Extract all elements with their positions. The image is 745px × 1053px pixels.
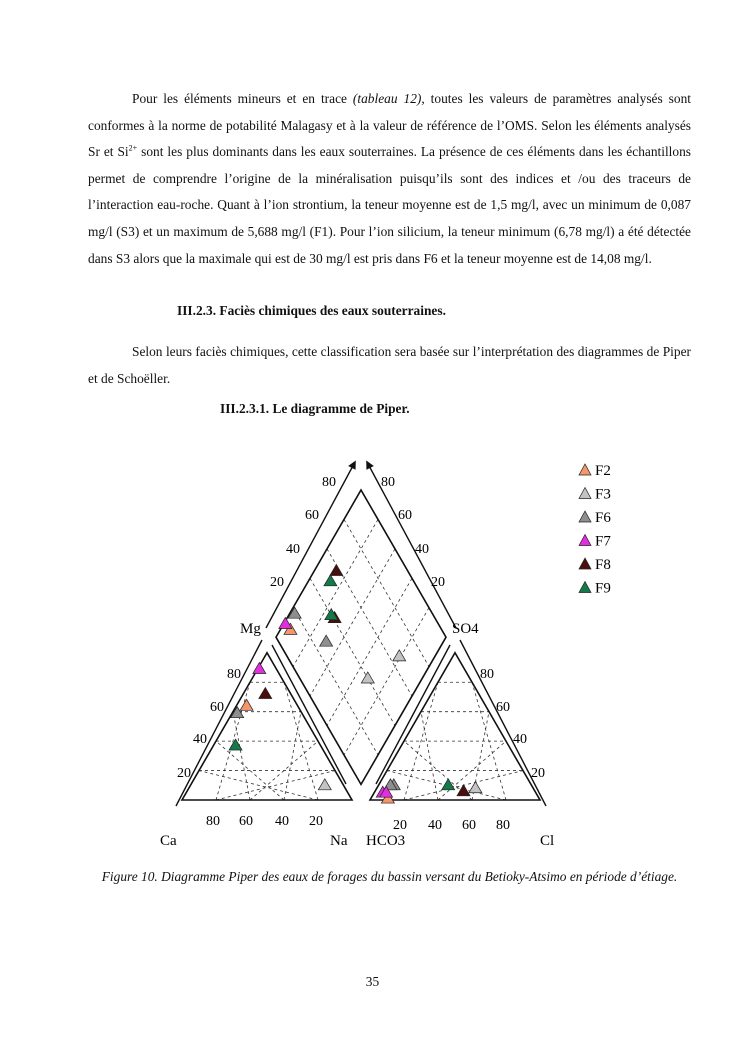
point-f6-diamond — [320, 635, 333, 646]
point-f8-cation — [259, 687, 272, 698]
point-f2-cation — [240, 699, 253, 710]
table-reference: (tableau 12) — [352, 91, 422, 106]
tick-label-ca: 20 — [309, 814, 323, 829]
tick-label-diamond-left: 20 — [270, 575, 284, 590]
grid-line — [310, 578, 395, 725]
tick-label-cl: 60 — [462, 818, 476, 833]
point-f9-cation — [229, 739, 242, 750]
piper-grid — [199, 519, 523, 800]
piper-diagram — [150, 440, 630, 860]
legend-marker-f7 — [579, 535, 591, 546]
paragraph-text: , toutes les valeurs de paramètres analysés sont conformes à la norme de potabilité Malagasy et à la valeur de référence de l’OMS. Selon les éléments analysés Sr et Si — [88, 91, 691, 160]
corner-label-na: Na — [330, 833, 348, 849]
guide-line — [460, 640, 546, 806]
legend-label-f8: F8 — [595, 557, 611, 573]
tick-label-ca: 40 — [275, 814, 289, 829]
grid-line — [199, 771, 318, 800]
corner-label-cl: Cl — [540, 833, 555, 849]
tick-label-cl: 20 — [393, 818, 407, 833]
superscript-charge: 2+ — [128, 143, 138, 153]
tick-label-mg: 80 — [227, 667, 241, 682]
piper-data-points — [229, 564, 482, 803]
piper-frame — [176, 462, 546, 806]
diamond-frame — [276, 490, 446, 784]
tick-label-mg: 20 — [177, 766, 191, 781]
tick-label-diamond-right: 80 — [381, 475, 395, 490]
separator-line — [272, 645, 346, 784]
tick-label-diamond-left: 40 — [286, 542, 300, 557]
grid-line — [293, 519, 378, 666]
tick-label-ca: 60 — [239, 814, 253, 829]
grid-line — [216, 771, 335, 800]
tick-label-cl: 80 — [496, 818, 510, 833]
corner-label-hco3: HCO3 — [366, 833, 406, 849]
tick-label-ca: 80 — [206, 814, 220, 829]
grid-line — [284, 712, 301, 800]
point-f9-anion — [442, 779, 455, 790]
point-f7-cation — [253, 662, 266, 673]
paragraph-facies: Selon leurs faciès chimiques, cette classification sera basée sur l’interprétation des diagrammes de Piper et de Schoëller. — [88, 344, 691, 386]
legend-label-f3: F3 — [595, 486, 611, 503]
chart-legend — [579, 463, 611, 597]
grid-line — [233, 712, 250, 800]
point-f8-diamond — [330, 564, 343, 575]
tick-label-mg: 40 — [193, 732, 207, 747]
legend-label-f7: F7 — [595, 533, 611, 550]
legend-marker-f2 — [579, 464, 591, 475]
separator-line — [376, 645, 450, 784]
grid-line — [310, 549, 395, 696]
legend-label-f2: F2 — [595, 463, 611, 479]
corner-label-mg: Mg — [240, 621, 261, 637]
tick-label-diamond-left: 60 — [305, 508, 319, 523]
guide-line — [176, 640, 262, 806]
section-heading: III.2.3. Faciès chimiques des eaux souterraines. — [177, 303, 446, 318]
grid-line — [421, 712, 438, 800]
point-f3-diamond — [361, 672, 374, 683]
tick-label-cl: 40 — [428, 818, 442, 833]
paragraph-text: Pour les éléments mineurs et en trace — [132, 91, 353, 106]
point-f9-diamond — [324, 575, 337, 586]
page-number: 35 — [365, 974, 380, 989]
tick-label-so4: 80 — [480, 667, 494, 682]
grid-line — [344, 608, 429, 755]
tick-label-diamond-right: 60 — [398, 508, 412, 523]
tick-label-diamond-right: 20 — [431, 575, 445, 590]
corner-label-so4: SO4 — [452, 621, 479, 637]
tick-label-diamond-left: 80 — [322, 475, 336, 490]
paragraph-text: sont les plus dominants dans les eaux souterraines. La présence de ces éléments dans les échantillons permet de comprendre l’origine de la minéralisation puisqu’ils sont des indices et /ou des traceurs de l’interaction eau-roche. Quant à l’ion strontium, la teneur moyenne est de 1,5 mg/l, avec un minimum de 0,087 mg/l (S3) et un maximum de 5,688 mg/l (F1). Pour l’ion silicium, la teneur minimum (6,78 mg/l) a été détectée dans S3 alors que la maximale qui est de 30 mg/l est pris dans F6 et la teneur moyenne est de 14,08 mg/l. — [88, 144, 692, 266]
legend-marker-f9 — [579, 582, 591, 593]
legend-marker-f8 — [579, 558, 591, 569]
legend-marker-f6 — [579, 511, 591, 522]
tick-label-so4: 40 — [513, 732, 527, 747]
legend-label-f6: F6 — [595, 510, 611, 526]
subsection-heading: III.2.3.1. Le diagramme de Piper. — [220, 401, 410, 416]
point-f3-cation — [318, 779, 331, 790]
legend-label-f9: F9 — [595, 580, 611, 597]
figure-caption: Figure 10. Diagramme Piper des eaux de forages du bassin versant du Betioky-Atsimo en période d’étiage. — [101, 869, 678, 884]
tick-label-mg: 60 — [210, 700, 224, 715]
point-f7-diamond — [279, 617, 292, 628]
tick-label-diamond-right: 40 — [415, 542, 429, 557]
triangle-frame — [370, 653, 540, 800]
arrow-line — [266, 462, 355, 628]
triangle-frame — [182, 653, 352, 800]
paragraph-trace-elements — [88, 86, 691, 272]
legend-marker-f3 — [579, 488, 591, 499]
piper-tick-labels — [177, 475, 545, 833]
tick-label-so4: 20 — [531, 766, 545, 781]
corner-label-ca: Ca — [160, 833, 177, 849]
tick-label-so4: 60 — [496, 700, 510, 715]
